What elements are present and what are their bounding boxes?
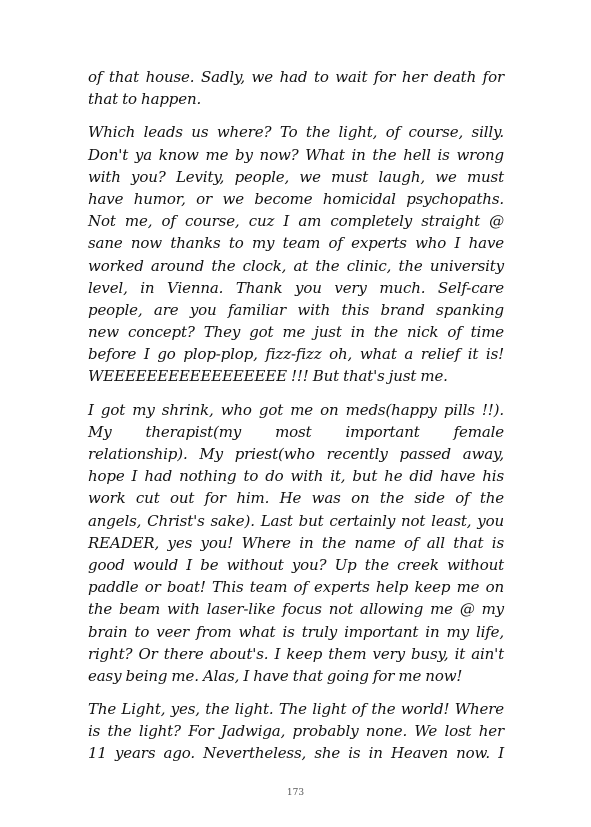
text-line: the beam with laser-like focus not allowing me @ my bbox=[88, 600, 504, 619]
paragraph-1 bbox=[88, 66, 504, 110]
text-line: The Light, yes, the light. The light of the world! Where bbox=[88, 700, 504, 719]
text-line: people, are you familiar with this brand spanking bbox=[88, 300, 504, 319]
text-line: is the light? For Jadwiga, probably none. We lost her bbox=[88, 722, 504, 741]
text-line: right? Or there about's. I keep them very busy, it ain't bbox=[88, 644, 504, 663]
text-line: level, in Vienna. Thank you very much. Self-care bbox=[88, 278, 504, 297]
text-line: angels, Christ's sake). Last but certainly not least, you bbox=[88, 511, 504, 530]
text-line: brain to veer from what is truly important in my life, bbox=[88, 622, 504, 641]
text-line: that to happen. bbox=[88, 90, 202, 109]
page-number: 173 bbox=[286, 788, 305, 798]
paragraph-2 bbox=[88, 121, 504, 387]
text-line: READER, yes you! Where in the name of all that is bbox=[88, 533, 504, 552]
text-line: before I go plop-plop, fizz-fizz oh, what a relief it is! bbox=[88, 345, 504, 364]
text-line: worked around the clock, at the clinic, the university bbox=[88, 256, 504, 275]
text-line: work cut out for him. He was on the side of the bbox=[88, 489, 504, 508]
text-line: hope I had nothing to do with it, but he did have his bbox=[88, 467, 504, 486]
text-line: paddle or boat! This team of experts help keep me on bbox=[88, 578, 504, 597]
text-line: sane now thanks to my team of experts who I have bbox=[88, 234, 504, 253]
text-line: relationship). My priest(who recently passed away, bbox=[88, 445, 504, 463]
text-line: Not me, of course, cuz I am completely straight @ bbox=[88, 212, 504, 231]
text-line: My therapist(my most important female bbox=[88, 422, 504, 441]
text-line: WEEEEEEEEEEEEEEEEE !!! But that's just me. bbox=[88, 367, 448, 386]
text-line: of that house. Sadly, we had to wait for her death for bbox=[88, 68, 504, 86]
text-line: with you? Levity, people, we must laugh, we must bbox=[88, 167, 504, 186]
paragraph-4 bbox=[88, 698, 504, 765]
text-line: 11 years ago. Nevertheless, she is in Heaven now. I bbox=[88, 744, 504, 763]
text-line: I got my shrink, who got me on meds(happy pills !!). bbox=[88, 400, 504, 419]
text-line: Which leads us where? To the light, of course, silly. bbox=[88, 123, 504, 142]
text-line: have humor, or we become homicidal psychopaths. bbox=[88, 189, 504, 208]
text-line: easy being me. Alas, I have that going for me now! bbox=[88, 666, 463, 685]
paragraph-3 bbox=[88, 399, 504, 687]
text-line: new concept? They got me just in the nick of time bbox=[88, 323, 504, 342]
text-line: good would I be without you? Up the creek without bbox=[88, 555, 504, 574]
text-line: Don't ya know me by now? What in the hell is wrong bbox=[88, 145, 504, 164]
body-text bbox=[88, 66, 504, 765]
